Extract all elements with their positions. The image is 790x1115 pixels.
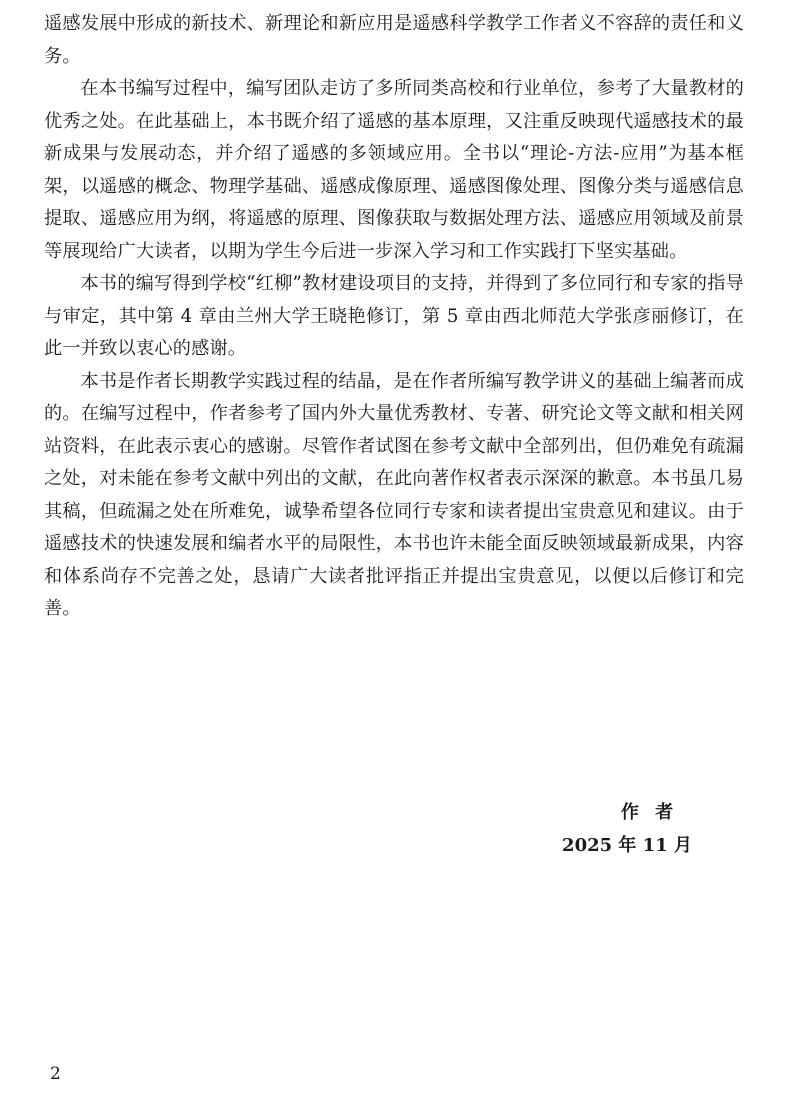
paragraph-writing-process: 在本书编写过程中，编写团队走访了多所同类高校和行业单位，参考了大量教材的优秀之处。在此基础上，本书既介绍了遥感的基本原理，又注重反映现代遥感技术的最新成果与发展动态，并介绍了遥感的多领域应用。全书以“理论-方法-应用”为基本框架，以遥感的概念、物理学基础、遥感成像原理、遥感图像处理、图像分类与遥感信息提取、遥感应用为纲，将遥感的原理、图像获取与数据处理方法、遥感应用领域及前景等展现给广大读者，以期为学生今后进一步深入学习和工作实践打下坚实基础。 (44, 78, 744, 262)
document-page (44, 0, 744, 1115)
page-number: 2 (50, 1064, 61, 1084)
paragraph-closing: 本书是作者长期教学实践过程的结晶，是在作者所编写教学讲义的基础上编著而成的。在编写过程中，作者参考了国内外大量优秀教材、专著、研究论文等文献和相关网站资料，在此表示衷心的感谢。尽管作者试图在参考文献中全部列出，但仍难免有疏漏之处，对未能在参考文献中列出的文献，在此向著作权者表示深深的歉意。本书虽几易其稿，但疏漏之处在所难免，诚挚希望各位同行专家和读者提出宝贵意见和建议。由于遥感技术的快速发展和编者水平的局限性，本书也许未能全面反映领域最新成果，内容和体系尚存不完善之处，恳请广大读者批评指正并提出宝贵意见，以便以后修订和完善。 (44, 370, 744, 619)
signature-date: 2025 年 11 月 (562, 835, 692, 856)
signature-block (562, 796, 692, 862)
paragraph-continuation: 遥感发展中形成的新技术、新理论和新应用是遥感科学教学工作者义不容辞的责任和义务。 (44, 13, 744, 67)
signature-author: 作者 (620, 802, 690, 823)
paragraph-acknowledgement: 本书的编写得到学校“红柳”教材建设项目的支持，并得到了多位同行和专家的指导与审定，其中第 4 章由兰州大学王晓艳修订，第 5 章由西北师范大学张彦丽修订，在此一并致以衷心的感谢。 (44, 273, 744, 359)
preface-body (44, 8, 744, 626)
